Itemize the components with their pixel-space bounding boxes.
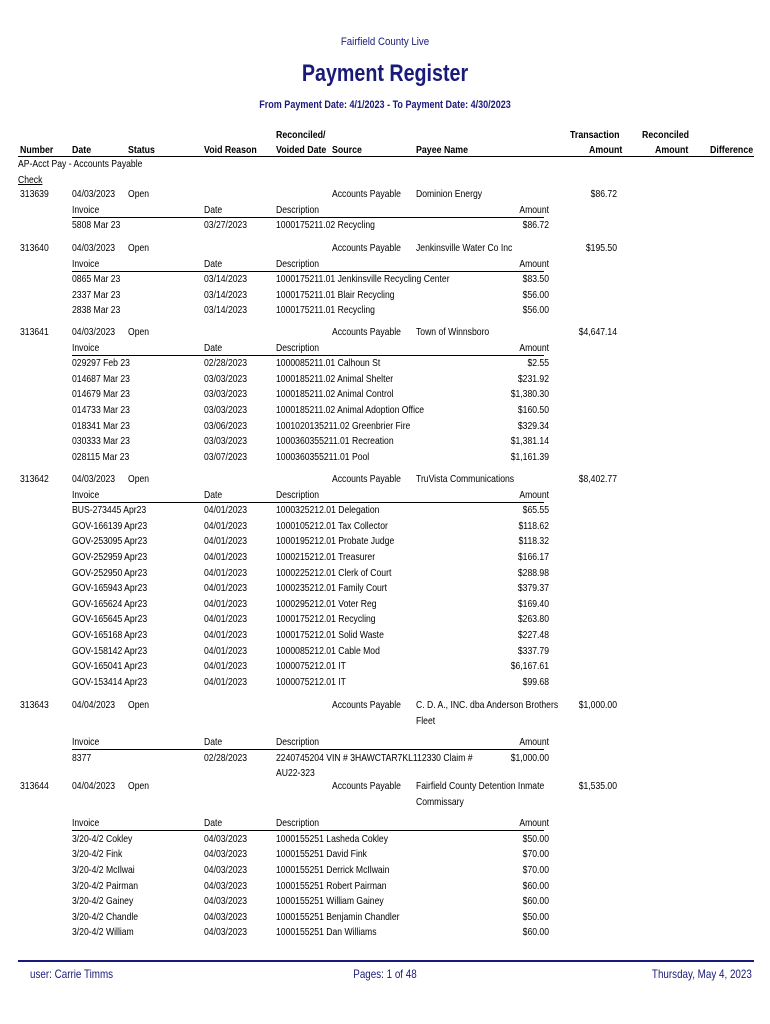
line-amount: $1,161.39 bbox=[510, 450, 549, 463]
payment-source: Accounts Payable bbox=[332, 780, 401, 792]
payment-source: Accounts Payable bbox=[332, 473, 401, 485]
line-amount: $60.00 bbox=[522, 879, 549, 892]
line-description: 1000075212.01 IT bbox=[276, 660, 346, 673]
description-label: Description bbox=[276, 736, 320, 749]
line-amount: $118.62 bbox=[518, 519, 549, 532]
invoice-number: GOV-165645 Apr23 bbox=[72, 613, 148, 626]
invoice-number: 2337 Mar 23 bbox=[72, 288, 121, 301]
col-number: Number bbox=[20, 144, 54, 156]
col-transaction-1: Transaction bbox=[570, 129, 620, 141]
invoice-label: Invoice bbox=[72, 488, 100, 501]
invoice-number: 029297 Feb 23 bbox=[72, 357, 130, 370]
line-amount: $86.72 bbox=[522, 219, 549, 232]
line-amount: $118.32 bbox=[518, 535, 549, 548]
invoice-number: GOV-253095 Apr23 bbox=[72, 535, 148, 548]
line-description: 1000155251 Robert Pairman bbox=[276, 879, 387, 892]
invoice-date: 03/06/2023 bbox=[204, 419, 248, 432]
invoice-date: 03/03/2023 bbox=[204, 435, 248, 448]
line-description: 1000295212.01 Voter Reg bbox=[276, 597, 377, 610]
invoice-date: 03/14/2023 bbox=[204, 273, 248, 286]
sub-header-rule bbox=[72, 217, 544, 218]
line-description: 1000175211.01 Recycling bbox=[276, 304, 375, 317]
invoice-number: 030333 Mar 23 bbox=[72, 435, 130, 448]
footer-date: Thursday, May 4, 2023 bbox=[652, 967, 752, 981]
invoice-date: 04/01/2023 bbox=[204, 551, 248, 563]
line-amount: $263.80 bbox=[517, 613, 549, 626]
line-description: 1000105212.01 Tax Collector bbox=[276, 519, 388, 532]
col-void-reason: Void Reason bbox=[204, 144, 257, 156]
invoice-number: BUS-273445 Apr23 bbox=[72, 504, 147, 517]
col-source: Source bbox=[332, 144, 362, 156]
report-title: Payment Register bbox=[301, 60, 469, 87]
line-amount-label: Amount bbox=[519, 257, 549, 270]
invoice-date: 04/03/2023 bbox=[204, 864, 248, 876]
invoice-date: 04/01/2023 bbox=[204, 582, 248, 595]
invoice-date: 03/03/2023 bbox=[204, 372, 248, 385]
invoice-number: 014679 Mar 23 bbox=[72, 388, 130, 401]
invoice-label: Invoice bbox=[72, 257, 100, 270]
line-amount-label: Amount bbox=[519, 488, 549, 501]
payment-status: Open bbox=[128, 326, 150, 338]
line-amount: $50.00 bbox=[522, 832, 549, 845]
invoice-number: 014687 Mar 23 bbox=[72, 372, 130, 385]
line-description: 1000175211.01 Blair Recycling bbox=[276, 288, 395, 301]
invoice-number: GOV-252950 Apr23 bbox=[72, 566, 148, 579]
payee-name: Commissary bbox=[416, 795, 464, 808]
payment-date: 04/04/2023 bbox=[72, 780, 116, 792]
line-description: 1000175211.02 Recycling bbox=[276, 219, 375, 232]
payee-name: Jenkinsville Water Co Inc bbox=[416, 242, 513, 254]
payment-status: Open bbox=[128, 780, 150, 792]
line-amount: $50.00 bbox=[522, 910, 549, 923]
line-description: 1000155251 David Fink bbox=[276, 848, 367, 861]
payment-date: 04/03/2023 bbox=[72, 326, 116, 338]
invoice-date: 03/07/2023 bbox=[204, 450, 248, 463]
line-description: 1000175212.01 Solid Waste bbox=[276, 629, 384, 641]
col-transaction-2: Amount bbox=[589, 144, 623, 156]
line-amount: $227.48 bbox=[517, 629, 549, 641]
footer-user: user: Carrie Timms bbox=[30, 967, 114, 981]
invoice-number: 014733 Mar 23 bbox=[72, 404, 130, 416]
line-amount-label: Amount bbox=[519, 817, 549, 830]
line-amount: $56.00 bbox=[522, 304, 549, 317]
transaction-amount: $1,535.00 bbox=[578, 780, 617, 792]
line-amount: $2.55 bbox=[527, 357, 549, 370]
description-label: Description bbox=[276, 341, 320, 354]
invoice-date: 04/03/2023 bbox=[204, 832, 248, 845]
invoice-date: 04/01/2023 bbox=[204, 566, 248, 579]
line-date-label: Date bbox=[204, 341, 223, 354]
payment-source: Accounts Payable bbox=[332, 699, 401, 711]
payment-number: 313642 bbox=[20, 473, 49, 485]
line-amount: $1,000.00 bbox=[510, 751, 549, 764]
line-description: 1000175211.01 Jenkinsville Recycling Center bbox=[276, 273, 450, 286]
payment-date: 04/03/2023 bbox=[72, 188, 116, 200]
col-reconciled-2: Voided Date bbox=[276, 144, 327, 156]
line-date-label: Date bbox=[204, 817, 223, 830]
line-description: 1000360355211.01 Recreation bbox=[276, 435, 394, 448]
payment-date: 04/03/2023 bbox=[72, 473, 116, 485]
invoice-label: Invoice bbox=[72, 341, 100, 354]
invoice-date: 04/01/2023 bbox=[204, 629, 248, 641]
line-description: 1000185211.02 Animal Adoption Office bbox=[276, 404, 425, 416]
invoice-number: GOV-252959 Apr23 bbox=[72, 551, 148, 563]
invoice-date: 04/03/2023 bbox=[204, 879, 248, 892]
transaction-amount: $1,000.00 bbox=[578, 699, 617, 711]
invoice-number: GOV-165943 Apr23 bbox=[72, 582, 148, 595]
invoice-number: GOV-166139 Apr23 bbox=[72, 519, 148, 532]
payment-source: Accounts Payable bbox=[332, 326, 401, 338]
footer-pages: Pages: 1 of 48 bbox=[353, 967, 417, 981]
invoice-number: 3/20-4/2 William bbox=[72, 926, 134, 939]
payee-name: Fleet bbox=[416, 714, 436, 727]
col-date: Date bbox=[72, 144, 92, 156]
invoice-number: 3/20-4/2 Gainey bbox=[72, 895, 134, 908]
line-description: 1000155251 Benjamin Chandler bbox=[276, 910, 400, 923]
line-date-label: Date bbox=[204, 203, 223, 216]
line-description: 1000085212.01 Cable Mod bbox=[276, 644, 380, 657]
line-description: 1000155251 Derrick McIlwain bbox=[276, 864, 390, 876]
transaction-amount: $4,647.14 bbox=[578, 326, 617, 338]
sub-header-rule bbox=[72, 502, 544, 503]
line-amount-label: Amount bbox=[519, 203, 549, 216]
invoice-date: 02/28/2023 bbox=[204, 751, 248, 764]
line-description: 1000075212.01 IT bbox=[276, 675, 346, 688]
transaction-amount: $195.50 bbox=[585, 242, 617, 254]
line-date-label: Date bbox=[204, 257, 223, 270]
col-payee: Payee Name bbox=[416, 144, 468, 156]
line-description: 2240745204 VIN # 3HAWCTAR7KL112330 Claim # bbox=[276, 751, 473, 764]
line-amount: $70.00 bbox=[522, 864, 549, 876]
line-amount: $60.00 bbox=[522, 895, 549, 908]
invoice-date: 03/14/2023 bbox=[204, 288, 248, 301]
invoice-date: 04/01/2023 bbox=[204, 675, 248, 688]
line-amount: $160.50 bbox=[517, 404, 549, 416]
payment-status: Open bbox=[128, 473, 150, 485]
line-amount: $1,381.14 bbox=[510, 435, 549, 448]
invoice-date: 04/01/2023 bbox=[204, 660, 248, 673]
line-amount: $379.37 bbox=[517, 582, 549, 595]
col-difference: Difference bbox=[710, 144, 754, 156]
line-description: 1000155251 William Gainey bbox=[276, 895, 384, 908]
line-date-label: Date bbox=[204, 736, 223, 749]
description-label: Description bbox=[276, 817, 320, 830]
invoice-date: 04/03/2023 bbox=[204, 926, 248, 939]
invoice-number: 5808 Mar 23 bbox=[72, 219, 121, 232]
sub-header-rule bbox=[72, 355, 544, 356]
invoice-date: 02/28/2023 bbox=[204, 357, 248, 370]
invoice-number: GOV-158142 Apr23 bbox=[72, 644, 148, 657]
transaction-amount: $86.72 bbox=[590, 188, 617, 200]
invoice-label: Invoice bbox=[72, 203, 100, 216]
header-rule bbox=[18, 156, 754, 157]
payment-status: Open bbox=[128, 188, 150, 200]
payment-date: 04/04/2023 bbox=[72, 699, 116, 711]
payment-number: 313643 bbox=[20, 699, 49, 711]
line-description: 1000085211.01 Calhoun St bbox=[276, 357, 381, 370]
invoice-date: 04/01/2023 bbox=[204, 597, 248, 610]
line-description: AU22-323 bbox=[276, 767, 315, 780]
line-description: 1000185211.02 Animal Shelter bbox=[276, 372, 394, 385]
invoice-date: 04/03/2023 bbox=[204, 910, 248, 923]
line-amount: $166.17 bbox=[517, 551, 549, 563]
invoice-date: 04/01/2023 bbox=[204, 644, 248, 657]
line-amount: $1,380.30 bbox=[510, 388, 549, 401]
payment-status: Open bbox=[128, 242, 150, 254]
description-label: Description bbox=[276, 203, 320, 216]
invoice-number: 3/20-4/2 Fink bbox=[72, 848, 123, 861]
line-amount: $56.00 bbox=[522, 288, 549, 301]
description-label: Description bbox=[276, 488, 320, 501]
sub-header-rule bbox=[72, 271, 544, 272]
group-label: AP-Acct Pay - Accounts Payable bbox=[18, 158, 143, 170]
line-description: 1000215212.01 Treasurer bbox=[276, 551, 376, 563]
payment-number: 313644 bbox=[20, 780, 49, 792]
payment-number: 313641 bbox=[20, 326, 49, 338]
invoice-date: 03/14/2023 bbox=[204, 304, 248, 317]
line-amount: $169.40 bbox=[517, 597, 549, 610]
payment-source: Accounts Payable bbox=[332, 242, 401, 254]
invoice-number: GOV-153414 Apr23 bbox=[72, 675, 148, 688]
payee-name: Fairfield County Detention Inmate bbox=[416, 780, 545, 792]
line-amount: $60.00 bbox=[522, 926, 549, 939]
invoice-date: 04/01/2023 bbox=[204, 519, 248, 532]
payee-name: TruVista Communications bbox=[416, 473, 515, 485]
line-amount-label: Amount bbox=[519, 341, 549, 354]
line-amount-label: Amount bbox=[519, 736, 549, 749]
line-amount: $83.50 bbox=[522, 273, 549, 286]
invoice-number: 018341 Mar 23 bbox=[72, 419, 130, 432]
invoice-number: 028115 Mar 23 bbox=[72, 450, 130, 463]
line-amount: $6,167.61 bbox=[510, 660, 549, 673]
line-description: 1000185211.02 Animal Control bbox=[276, 388, 394, 401]
payment-number: 313639 bbox=[20, 188, 49, 200]
payment-number: 313640 bbox=[20, 242, 49, 254]
invoice-number: 3/20-4/2 Pairman bbox=[72, 879, 139, 892]
invoice-number: GOV-165168 Apr23 bbox=[72, 629, 148, 641]
footer-rule bbox=[18, 960, 754, 962]
invoice-number: 2838 Mar 23 bbox=[72, 304, 121, 317]
invoice-date: 04/01/2023 bbox=[204, 535, 248, 548]
line-description: 1000155251 Lasheda Cokley bbox=[276, 832, 389, 845]
invoice-date: 04/03/2023 bbox=[204, 895, 248, 908]
payee-name: Town of Winnsboro bbox=[416, 326, 490, 338]
invoice-number: 3/20-4/2 Cokley bbox=[72, 832, 133, 845]
invoice-number: GOV-165624 Apr23 bbox=[72, 597, 148, 610]
description-label: Description bbox=[276, 257, 320, 270]
line-amount: $329.34 bbox=[517, 419, 549, 432]
invoice-number: 8377 bbox=[72, 751, 92, 764]
payee-name: Dominion Energy bbox=[416, 188, 483, 200]
line-amount: $231.92 bbox=[517, 372, 549, 385]
col-reconciled-1: Reconciled/ bbox=[276, 129, 326, 141]
line-amount: $70.00 bbox=[522, 848, 549, 861]
sub-header-rule bbox=[72, 830, 544, 831]
line-description: 1001020135211.02 Greenbrier Fire bbox=[276, 419, 411, 432]
col-rec-amount-2: Amount bbox=[655, 144, 689, 156]
line-amount: $99.68 bbox=[522, 675, 549, 688]
invoice-label: Invoice bbox=[72, 736, 100, 749]
line-description: 1000325212.01 Delegation bbox=[276, 504, 380, 517]
payee-name: C. D. A., INC. dba Anderson Brothers bbox=[416, 699, 559, 711]
col-status: Status bbox=[128, 144, 155, 156]
invoice-number: 0865 Mar 23 bbox=[72, 273, 121, 286]
invoice-number: 3/20-4/2 Chandle bbox=[72, 910, 139, 923]
line-amount: $288.98 bbox=[517, 566, 549, 579]
invoice-date: 03/03/2023 bbox=[204, 404, 248, 416]
transaction-amount: $8,402.77 bbox=[578, 473, 617, 485]
invoice-date: 04/01/2023 bbox=[204, 613, 248, 626]
line-description: 1000360355211.01 Pool bbox=[276, 450, 370, 463]
invoice-number: 3/20-4/2 McIlwai bbox=[72, 864, 135, 876]
invoice-date: 03/27/2023 bbox=[204, 219, 248, 232]
sub-header-rule bbox=[72, 749, 544, 750]
org-name: Fairfield County Live bbox=[340, 36, 430, 48]
invoice-date: 04/03/2023 bbox=[204, 848, 248, 861]
line-amount: $65.55 bbox=[522, 504, 549, 517]
date-range: From Payment Date: 4/1/2023 - To Payment Date: 4/30/2023 bbox=[259, 99, 511, 111]
invoice-number: GOV-165041 Apr23 bbox=[72, 660, 148, 673]
invoice-label: Invoice bbox=[72, 817, 100, 830]
group-type: Check bbox=[18, 174, 43, 186]
line-description: 1000155251 Dan Williams bbox=[276, 926, 377, 939]
line-description: 1000195212.01 Probate Judge bbox=[276, 535, 395, 548]
line-description: 1000235212.01 Family Court bbox=[276, 582, 388, 595]
payment-status: Open bbox=[128, 699, 150, 711]
invoice-date: 03/03/2023 bbox=[204, 388, 248, 401]
payment-date: 04/03/2023 bbox=[72, 242, 116, 254]
line-description: 1000175212.01 Recycling bbox=[276, 613, 376, 626]
invoice-date: 04/01/2023 bbox=[204, 504, 248, 517]
line-description: 1000225212.01 Clerk of Court bbox=[276, 566, 392, 579]
line-amount: $337.79 bbox=[517, 644, 549, 657]
line-date-label: Date bbox=[204, 488, 223, 501]
payment-source: Accounts Payable bbox=[332, 188, 401, 200]
col-rec-amount-1: Reconciled bbox=[642, 129, 690, 141]
